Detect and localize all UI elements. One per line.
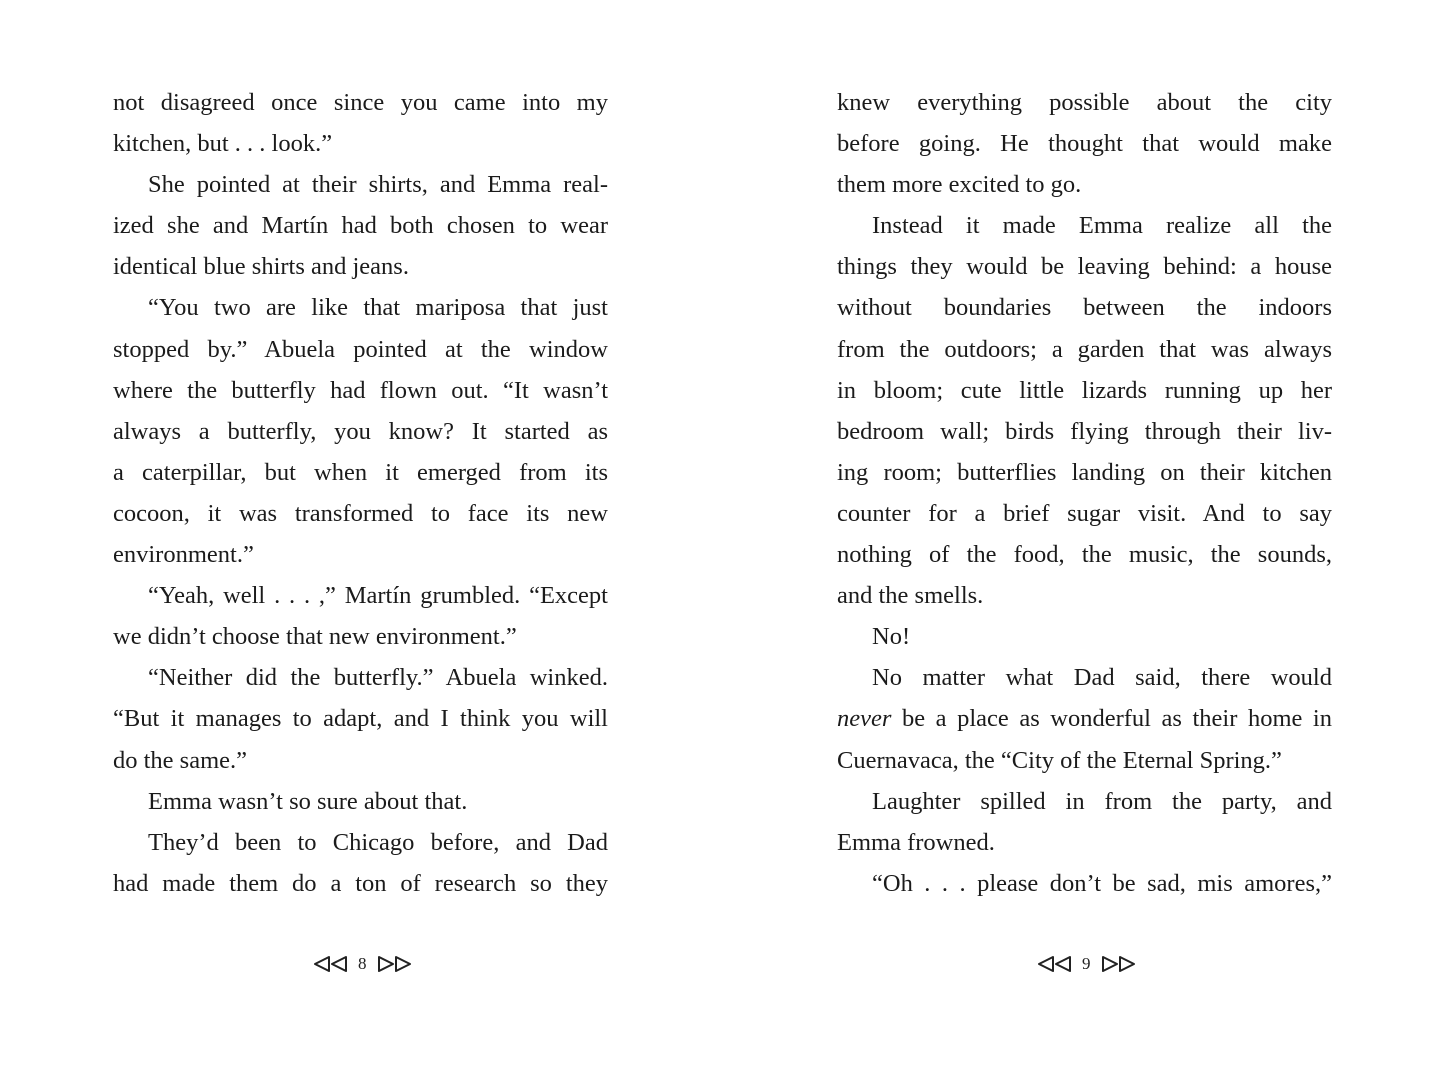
text-line — [837, 616, 1332, 657]
line-text: ized she and Martín had both chosen to wear — [113, 212, 608, 240]
line-text: “Oh . . . please don’t be sad, mis amores,” — [872, 869, 1332, 897]
line-text: counter for a brief sugar visit. And to say — [837, 499, 1332, 527]
line-text: “Neither did the butterfly.” Abuela winked. — [148, 664, 608, 692]
text-line — [837, 657, 1332, 698]
double-right-triangle-icon — [376, 955, 412, 973]
line-text: identical blue shirts and jeans. — [113, 253, 409, 281]
line-text: be a place as wonderful as their home in — [891, 705, 1332, 733]
text-line — [837, 781, 1332, 822]
folio-left — [313, 950, 412, 978]
text-line — [837, 123, 1332, 164]
line-text: She pointed at their shirts, and Emma real- — [148, 171, 608, 199]
text-line — [113, 246, 608, 287]
text-line — [113, 822, 608, 863]
line-text: stopped by.” Abuela pointed at the window — [113, 335, 608, 363]
text-line — [113, 863, 608, 904]
text-line — [837, 863, 1332, 904]
folio-right — [1037, 950, 1136, 978]
double-left-triangle-icon — [1037, 955, 1073, 973]
line-text: knew everything possible about the city — [837, 89, 1332, 116]
line-text: in bloom; cute little lizards running up her — [837, 376, 1332, 404]
line-text: and the smells. — [837, 582, 984, 610]
text-line — [113, 740, 608, 781]
text-line — [113, 123, 608, 164]
text-line — [113, 287, 608, 328]
text-line — [837, 329, 1332, 370]
line-text: Emma wasn’t so sure about that. — [148, 787, 468, 815]
right-page — [837, 82, 1332, 904]
emphasis-text: never — [837, 705, 892, 733]
line-text: we didn’t choose that new environment.” — [113, 623, 517, 651]
line-text: kitchen, but . . . look.” — [113, 130, 333, 158]
text-line — [113, 411, 608, 452]
line-text: them more excited to go. — [837, 171, 1082, 199]
line-text: Cuernavaca, the “City of the Eternal Spring.” — [837, 746, 1282, 774]
line-text: “But it manages to adapt, and I think you will — [113, 705, 608, 733]
text-line — [113, 329, 608, 370]
line-text: always a butterfly, you know? It started as — [113, 417, 608, 445]
double-right-triangle-icon — [1100, 955, 1136, 973]
line-text: from the outdoors; a garden that was always — [837, 335, 1332, 363]
text-line — [113, 698, 608, 739]
line-text: a caterpillar, but when it emerged from its — [113, 458, 608, 486]
line-text: cocoon, it was transformed to face its new — [113, 499, 608, 527]
line-text: “You two are like that mariposa that just — [148, 294, 608, 322]
text-line — [113, 205, 608, 246]
text-line — [113, 575, 608, 616]
text-line — [113, 781, 608, 822]
line-text: things they would be leaving behind: a house — [837, 253, 1332, 281]
line-text: bedroom wall; birds flying through their liv- — [837, 417, 1332, 445]
text-line — [837, 287, 1332, 328]
text-line — [837, 740, 1332, 781]
line-text: “Yeah, well . . . ,” Martín grumbled. “Except — [148, 582, 608, 610]
text-line — [837, 164, 1332, 205]
line-text: where the butterfly had flown out. “It wasn’t — [113, 376, 608, 404]
text-line — [837, 698, 1332, 739]
text-line — [113, 534, 608, 575]
line-text: nothing of the food, the music, the sounds, — [837, 541, 1332, 569]
text-line — [837, 534, 1332, 575]
text-line — [113, 164, 608, 205]
page-number: 9 — [1082, 954, 1091, 973]
left-page — [113, 82, 608, 904]
line-text: Instead it made Emma realize all the — [872, 212, 1332, 240]
text-line — [113, 452, 608, 493]
text-line — [837, 575, 1332, 616]
text-line — [113, 616, 608, 657]
text-line — [837, 493, 1332, 534]
text-line — [837, 82, 1332, 123]
line-text: before going. He thought that would make — [837, 130, 1332, 158]
line-text: not disagreed once since you came into my — [113, 89, 608, 116]
line-text: ing room; butterflies landing on their kitchen — [837, 458, 1332, 486]
text-line — [113, 493, 608, 534]
line-text: Emma frowned. — [837, 828, 995, 856]
line-text: They’d been to Chicago before, and Dad — [148, 828, 608, 856]
line-text: No! — [872, 623, 911, 651]
text-line — [113, 657, 608, 698]
line-text: Laughter spilled in from the party, and — [872, 787, 1332, 815]
page-number: 8 — [358, 954, 367, 973]
line-text: environment.” — [113, 541, 254, 569]
text-line — [837, 411, 1332, 452]
line-text: had made them do a ton of research so they — [113, 869, 608, 897]
double-left-triangle-icon — [313, 955, 349, 973]
text-line — [837, 370, 1332, 411]
text-line — [837, 822, 1332, 863]
text-line — [113, 370, 608, 411]
text-line — [837, 205, 1332, 246]
text-line — [837, 246, 1332, 287]
line-text: do the same.” — [113, 746, 248, 774]
text-line — [837, 452, 1332, 493]
text-line — [113, 82, 608, 123]
line-text: No matter what Dad said, there would — [872, 664, 1332, 692]
line-text: without boundaries between the indoors — [837, 294, 1332, 322]
